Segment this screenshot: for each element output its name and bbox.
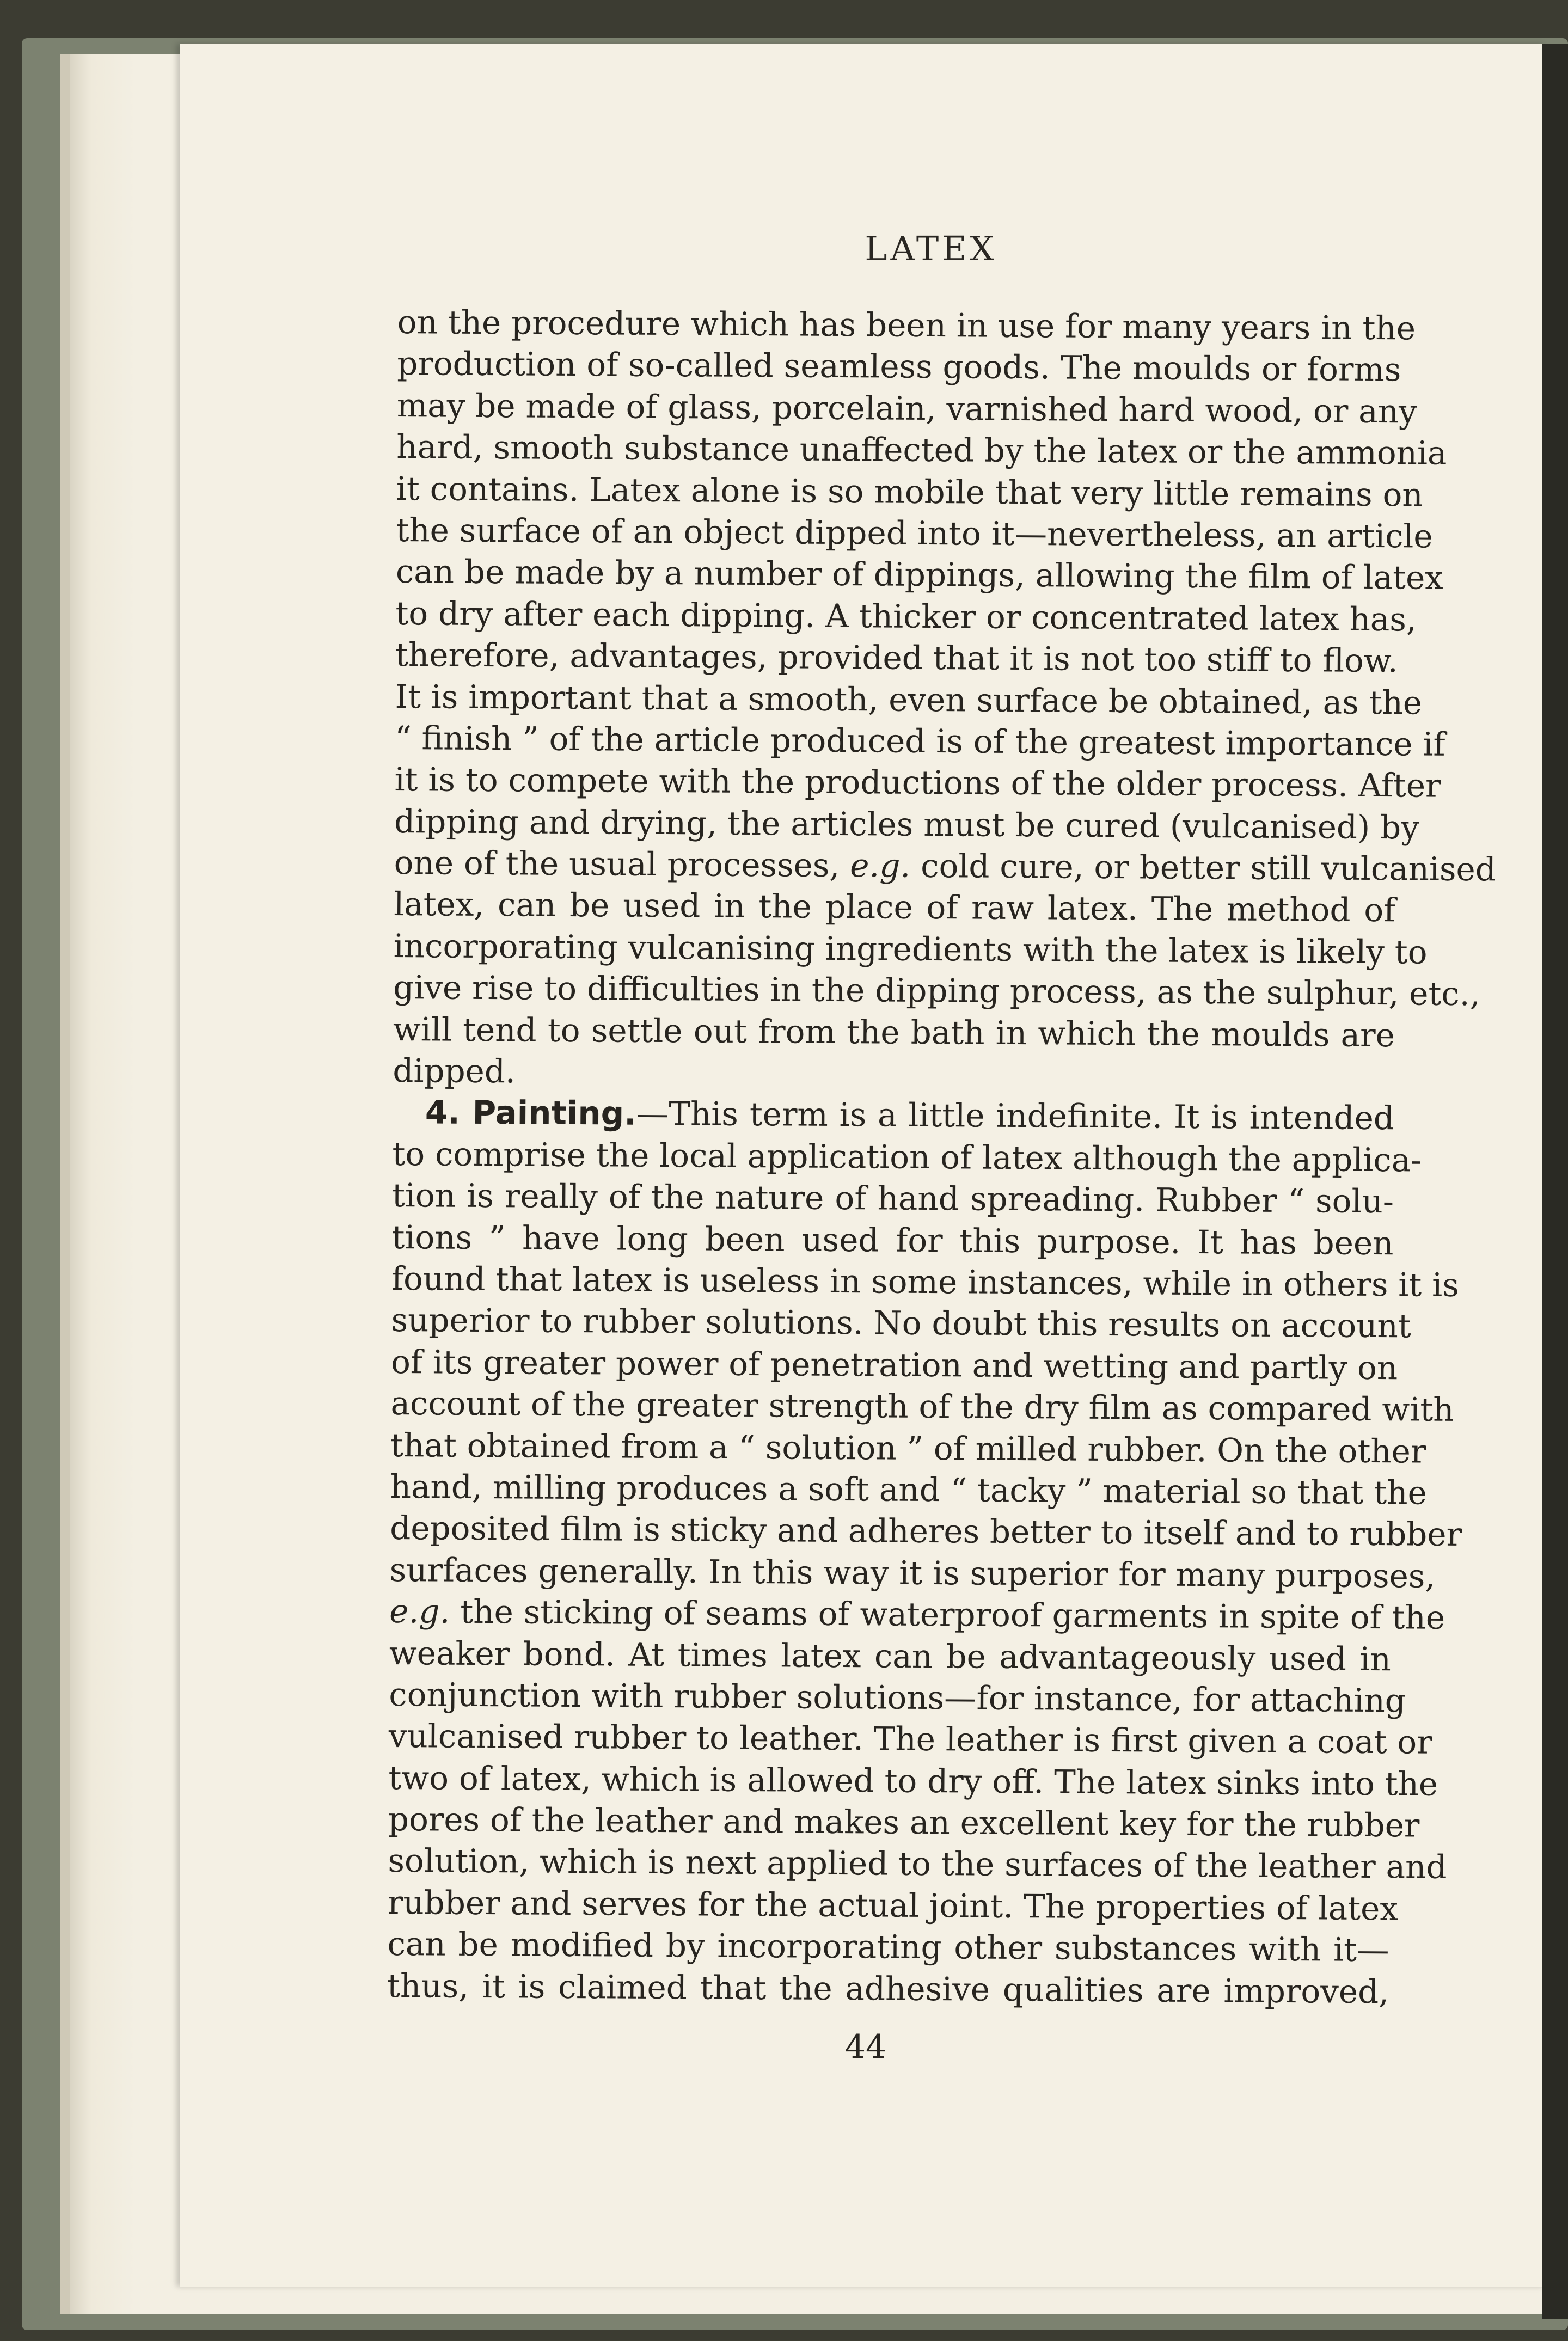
text-line: It is important that a smooth, even surface be obtained, as the [395, 678, 1423, 722]
text-line: tions ” have long been used for this purpose. It has been [391, 1218, 1394, 1263]
body-text [387, 302, 1497, 2013]
text-line: will tend to settle out from the bath in which the moulds are [393, 1010, 1395, 1055]
text-run: one of the usual processes, [394, 844, 850, 885]
text-line: rubber and serves for the actual joint. The properties of latex [387, 1884, 1399, 1928]
text-line: two of latex, which is allowed to dry off. The latex sinks into the [388, 1759, 1438, 1804]
text-line: incorporating vulcanising ingredients with the latex is likely to [393, 927, 1428, 972]
text-line: of its greater power of penetration and wetting and partly on [390, 1343, 1398, 1388]
text-run: the sticking of seams of waterproof garments in spite of the [450, 1593, 1445, 1637]
text-line: thus, it is claimed that the adhesive qualities are improved, [387, 1967, 1389, 2011]
text-line: surfaces generally. In this way it is superior for many purposes, [389, 1551, 1436, 1596]
text-line: dipping and drying, the articles must be cured (vulcanised) by [394, 802, 1420, 847]
text-line: deposited film is sticky and adheres better to itself and to rubber [390, 1510, 1462, 1554]
text-line: on the procedure which has been in use for many years in the [397, 303, 1416, 348]
text-line: the surface of an object dipped into it—nevertheless, an article [396, 511, 1433, 556]
text-line: “ finish ” of the article produced is of the greatest importance if [394, 719, 1445, 764]
running-head: LATEX [865, 229, 997, 268]
text-line [394, 843, 1497, 891]
text-line: to comprise the local application of latex although the applica- [392, 1135, 1422, 1180]
text-line: found that latex is useless in some instances, while in others it is [391, 1260, 1460, 1304]
text-line [389, 1591, 1445, 1639]
text-line: account of the greater strength of the dry film as compared with [390, 1385, 1454, 1430]
text-line: that obtained from a “ solution ” of milled rubber. On the other [390, 1426, 1426, 1471]
italic-abbrev: e.g. [389, 1593, 450, 1631]
text-line: give rise to difficulties in the dipping process, as the sulphur, etc., [393, 969, 1480, 1014]
text-line: therefore, advantages, provided that it is not too stiff to flow. [395, 636, 1398, 681]
text-line: superior to rubber solutions. No doubt this results on account [391, 1302, 1411, 1346]
text-line: conjunction with rubber solutions—for instance, for attaching [389, 1676, 1406, 1720]
section-heading: 4. Painting. [425, 1094, 637, 1133]
text-line: can be made by a number of dippings, allowing the film of latex [395, 553, 1444, 598]
text-line: solution, which is next applied to the surfaces of the leather and [388, 1842, 1447, 1887]
text-run: —This term is a little indefinite. It is intended [636, 1095, 1395, 1138]
text-line: to dry after each dipping. A thicker or concentrated latex has, [395, 595, 1417, 639]
text-line: vulcanised rubber to leather. The leather is first given a coat or [388, 1718, 1432, 1762]
text-line: tion is really of the nature of hand spreading. Rubber “ solu- [391, 1177, 1394, 1221]
text-line: production of so-called seamless goods. The moulds or forms [397, 345, 1401, 389]
text-line: it is to compete with the productions of the older process. After [394, 761, 1441, 806]
italic-abbrev: e.g. [849, 847, 911, 885]
text-run: cold cure, or better still vulcanised [910, 847, 1497, 889]
text-line: can be modified by incorporating other substances with it— [387, 1926, 1389, 1970]
text-line: may be made of glass, porcelain, varnished hard wood, or any [396, 387, 1417, 431]
text-line [393, 1092, 1394, 1140]
text-line: hand, milling produces a soft and “ tacky ” material so that the [390, 1468, 1428, 1512]
page-number: 44 [844, 2028, 887, 2066]
text-line: it contains. Latex alone is so mobile that very little remains on [396, 470, 1423, 514]
text-line: dipped. [393, 1052, 516, 1091]
text-line: latex, can be used in the place of raw latex. The method of [394, 886, 1396, 930]
facing-page-edge [1542, 44, 1568, 2319]
text-line: pores of the leather and makes an excellent key for the rubber [388, 1801, 1420, 1845]
text-line: weaker bond. At times latex can be advantageously used in [389, 1634, 1392, 1678]
text-line: hard, smooth substance unaffected by the latex or the ammonia [396, 428, 1447, 473]
